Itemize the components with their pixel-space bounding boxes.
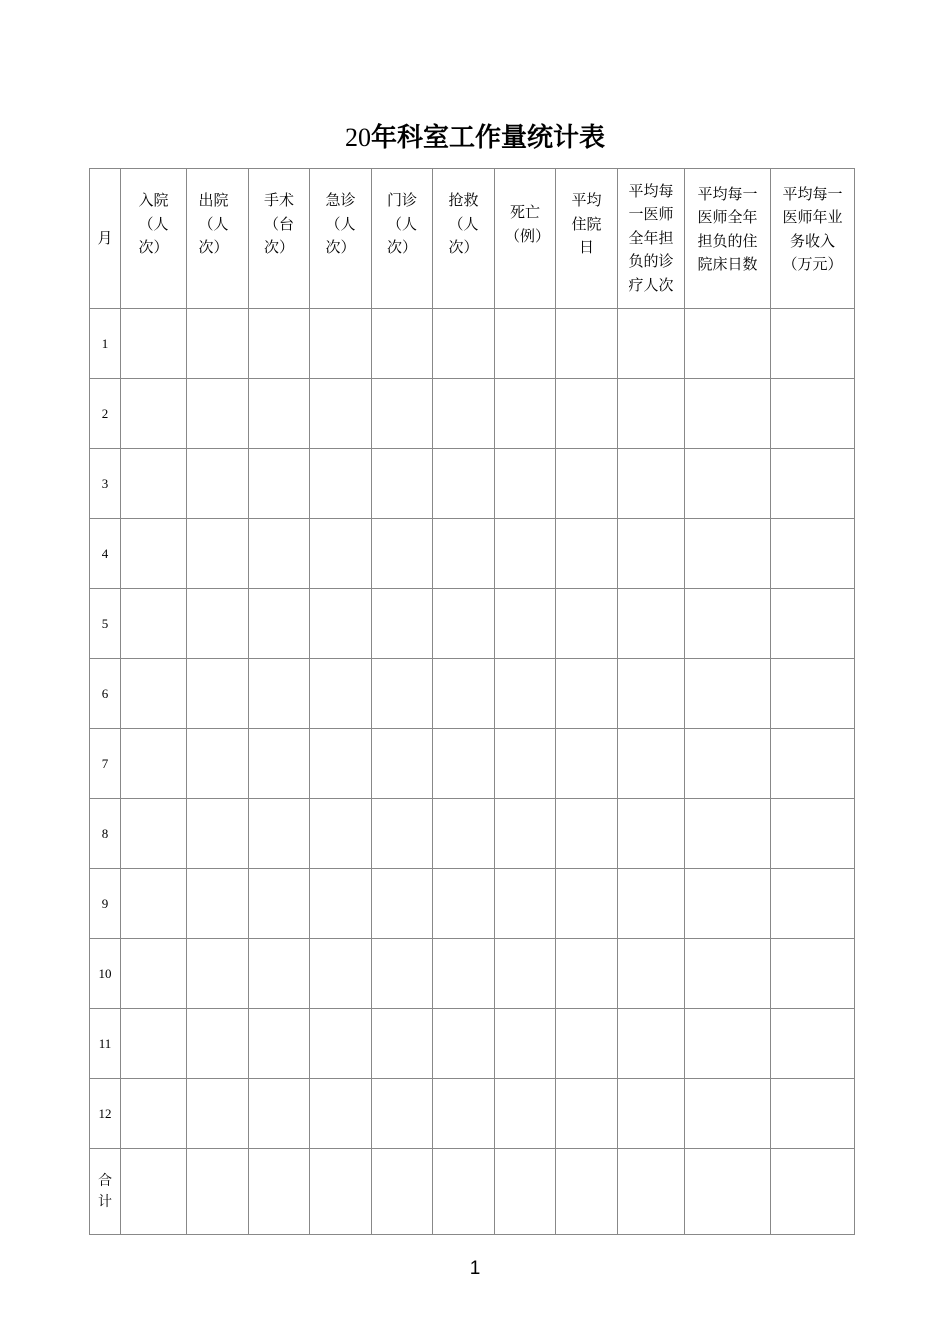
table-cell[interactable] [372, 1009, 433, 1079]
table-cell[interactable] [556, 729, 618, 799]
table-row [90, 659, 855, 729]
table-cell[interactable] [310, 799, 372, 869]
table-cell[interactable] [249, 1079, 310, 1149]
table-cell[interactable] [771, 799, 855, 869]
table-cell[interactable] [249, 1009, 310, 1079]
table-cell[interactable] [618, 869, 685, 939]
header-avg-bed-days-per-doctor: 平均每一医师全年担负的住院床日数 [685, 169, 771, 309]
table-cell[interactable] [771, 659, 855, 729]
table-cell[interactable] [495, 1149, 556, 1235]
header-outpatient: 门诊（人次） [372, 169, 433, 309]
table-cell[interactable] [372, 729, 433, 799]
table-cell[interactable] [121, 1079, 187, 1149]
table-cell[interactable] [433, 589, 495, 659]
table-cell[interactable] [187, 519, 249, 589]
table-cell[interactable] [121, 1149, 187, 1235]
table-cell[interactable] [685, 379, 771, 449]
table-cell[interactable] [187, 379, 249, 449]
table-cell[interactable] [685, 1079, 771, 1149]
title-year: 20 [344, 123, 371, 152]
table-cell[interactable] [618, 1149, 685, 1235]
header-emergency: 急诊（人次） [310, 169, 372, 309]
table-cell[interactable] [187, 1079, 249, 1149]
table-cell[interactable] [372, 589, 433, 659]
table-cell[interactable] [249, 519, 310, 589]
month-cell: 9 [90, 869, 121, 939]
table-cell[interactable] [249, 589, 310, 659]
table-cell[interactable] [556, 379, 618, 449]
table-cell[interactable] [556, 1009, 618, 1079]
table-cell[interactable] [618, 449, 685, 519]
table-cell[interactable] [187, 659, 249, 729]
page-number: 1 [469, 1258, 481, 1279]
table-cell[interactable] [685, 729, 771, 799]
table-cell[interactable] [372, 939, 433, 1009]
header-avg-visits-per-doctor: 平均每一医师全年担负的诊疗人次 [618, 169, 685, 309]
table-cell[interactable] [372, 1149, 433, 1235]
table-cell[interactable] [685, 799, 771, 869]
table-cell[interactable] [685, 659, 771, 729]
table-row [90, 1009, 855, 1079]
table-cell[interactable] [556, 519, 618, 589]
table-cell[interactable] [618, 309, 685, 379]
table-row [90, 1079, 855, 1149]
table-cell[interactable] [495, 449, 556, 519]
table-cell[interactable] [121, 589, 187, 659]
workload-statistics-table [89, 168, 855, 1235]
table-cell[interactable] [618, 799, 685, 869]
table-cell[interactable] [372, 1079, 433, 1149]
table-cell[interactable] [187, 449, 249, 519]
table-cell[interactable] [433, 659, 495, 729]
table-body [90, 309, 855, 1235]
table-cell[interactable] [433, 729, 495, 799]
table-cell[interactable] [187, 869, 249, 939]
month-cell: 5 [90, 589, 121, 659]
table-row [90, 799, 855, 869]
table-row [90, 449, 855, 519]
header-avg-stay: 平均住院日 [556, 169, 618, 309]
table-cell[interactable] [187, 729, 249, 799]
table-cell[interactable] [121, 799, 187, 869]
table-cell[interactable] [433, 799, 495, 869]
table-row [90, 379, 855, 449]
table-cell[interactable] [495, 869, 556, 939]
table-cell[interactable] [771, 1079, 855, 1149]
table-cell[interactable] [372, 799, 433, 869]
table-cell[interactable] [556, 1149, 618, 1235]
table-cell[interactable] [618, 589, 685, 659]
table-cell[interactable] [249, 799, 310, 869]
table-cell[interactable] [187, 1149, 249, 1235]
table-cell[interactable] [249, 379, 310, 449]
month-cell: 8 [90, 799, 121, 869]
table-cell[interactable] [685, 449, 771, 519]
month-cell: 4 [90, 519, 121, 589]
table-cell[interactable] [556, 1079, 618, 1149]
table-cell[interactable] [495, 799, 556, 869]
table-cell[interactable] [495, 519, 556, 589]
table-cell[interactable] [685, 939, 771, 1009]
table-cell[interactable] [433, 1009, 495, 1079]
table-cell[interactable] [433, 519, 495, 589]
header-rescue: 抢救（人次） [433, 169, 495, 309]
table-cell[interactable] [187, 799, 249, 869]
table-cell[interactable] [771, 379, 855, 449]
table-cell[interactable] [121, 309, 187, 379]
table-cell[interactable] [433, 1079, 495, 1149]
table-cell[interactable] [372, 659, 433, 729]
table-cell[interactable] [433, 939, 495, 1009]
table-cell[interactable] [310, 519, 372, 589]
table-cell[interactable] [121, 659, 187, 729]
table-cell[interactable] [685, 519, 771, 589]
table-cell[interactable] [121, 519, 187, 589]
table-cell[interactable] [685, 869, 771, 939]
table-cell[interactable] [433, 869, 495, 939]
table-cell[interactable] [771, 1009, 855, 1079]
header-discharges: 出院（人次） [187, 169, 249, 309]
table-cell[interactable] [372, 449, 433, 519]
total-label: 合计 [90, 1149, 121, 1235]
table-cell[interactable] [556, 659, 618, 729]
table-row [90, 589, 855, 659]
table-row [90, 869, 855, 939]
table-cell[interactable] [372, 309, 433, 379]
table-cell[interactable] [121, 939, 187, 1009]
table-cell[interactable] [556, 869, 618, 939]
table-cell[interactable] [618, 1009, 685, 1079]
table-cell[interactable] [310, 939, 372, 1009]
table-cell[interactable] [249, 939, 310, 1009]
table-cell[interactable] [310, 449, 372, 519]
table-cell[interactable] [249, 1149, 310, 1235]
table-cell[interactable] [121, 449, 187, 519]
table-cell[interactable] [495, 309, 556, 379]
table-cell[interactable] [495, 659, 556, 729]
table-cell[interactable] [187, 939, 249, 1009]
table-cell[interactable] [771, 1149, 855, 1235]
table-cell[interactable] [556, 309, 618, 379]
table-cell[interactable] [121, 379, 187, 449]
table-cell[interactable] [495, 589, 556, 659]
table-cell[interactable] [495, 379, 556, 449]
table-cell[interactable] [249, 309, 310, 379]
table-cell[interactable] [187, 1009, 249, 1079]
title-text: 年科室工作量统计表 [370, 123, 605, 153]
table-cell[interactable] [495, 729, 556, 799]
table-row [90, 519, 855, 589]
table-cell[interactable] [121, 729, 187, 799]
table-cell[interactable] [310, 1009, 372, 1079]
table-row [90, 729, 855, 799]
table-cell[interactable] [310, 589, 372, 659]
table-cell[interactable] [618, 729, 685, 799]
table-cell[interactable] [771, 729, 855, 799]
table-cell[interactable] [310, 309, 372, 379]
table-cell[interactable] [618, 1079, 685, 1149]
table-cell[interactable] [310, 869, 372, 939]
table-cell[interactable] [249, 729, 310, 799]
table-cell[interactable] [685, 309, 771, 379]
table-cell[interactable] [372, 519, 433, 589]
month-cell: 10 [90, 939, 121, 1009]
table-cell[interactable] [187, 589, 249, 659]
table-cell[interactable] [618, 939, 685, 1009]
table-cell[interactable] [310, 659, 372, 729]
table-cell[interactable] [310, 379, 372, 449]
header-month: 月 [90, 169, 121, 309]
table-cell[interactable] [685, 1009, 771, 1079]
table-cell[interactable] [249, 869, 310, 939]
table-cell[interactable] [433, 309, 495, 379]
table-cell[interactable] [495, 1009, 556, 1079]
table-cell[interactable] [771, 519, 855, 589]
table-cell[interactable] [618, 519, 685, 589]
table-cell[interactable] [433, 379, 495, 449]
table-cell[interactable] [310, 1149, 372, 1235]
month-cell: 3 [90, 449, 121, 519]
month-cell: 12 [90, 1079, 121, 1149]
table-cell[interactable] [433, 449, 495, 519]
table-cell[interactable] [310, 729, 372, 799]
header-avg-revenue-per-doctor: 平均每一医师年业务收入（万元） [771, 169, 855, 309]
header-deaths: 死亡（例） [495, 169, 556, 309]
table-cell[interactable] [495, 1079, 556, 1149]
table-cell[interactable] [771, 939, 855, 1009]
table-cell[interactable] [771, 309, 855, 379]
table-row [90, 939, 855, 1009]
table-cell[interactable] [310, 1079, 372, 1149]
month-cell: 6 [90, 659, 121, 729]
table-cell[interactable] [618, 659, 685, 729]
table-cell[interactable] [771, 589, 855, 659]
table-cell[interactable] [249, 449, 310, 519]
month-cell: 2 [90, 379, 121, 449]
table-cell[interactable] [121, 1009, 187, 1079]
table-cell[interactable] [372, 379, 433, 449]
header-row [90, 169, 855, 309]
month-cell: 11 [90, 1009, 121, 1079]
table-cell[interactable] [372, 869, 433, 939]
header-admissions: 入院（人次） [121, 169, 187, 309]
table-cell[interactable] [249, 659, 310, 729]
table-row [90, 309, 855, 379]
page-title [0, 118, 950, 158]
table-cell[interactable] [556, 589, 618, 659]
month-cell: 7 [90, 729, 121, 799]
table-cell[interactable] [771, 449, 855, 519]
table-cell[interactable] [556, 449, 618, 519]
header-surgeries: 手术（台次） [249, 169, 310, 309]
table-cell[interactable] [433, 1149, 495, 1235]
table-cell[interactable] [685, 1149, 771, 1235]
table-cell[interactable] [556, 939, 618, 1009]
table-cell[interactable] [771, 869, 855, 939]
table-cell[interactable] [495, 939, 556, 1009]
table-cell[interactable] [121, 869, 187, 939]
table-cell[interactable] [685, 589, 771, 659]
table-cell[interactable] [556, 799, 618, 869]
table-cell[interactable] [618, 379, 685, 449]
month-cell: 1 [90, 309, 121, 379]
table-cell[interactable] [187, 309, 249, 379]
total-row [90, 1149, 855, 1235]
